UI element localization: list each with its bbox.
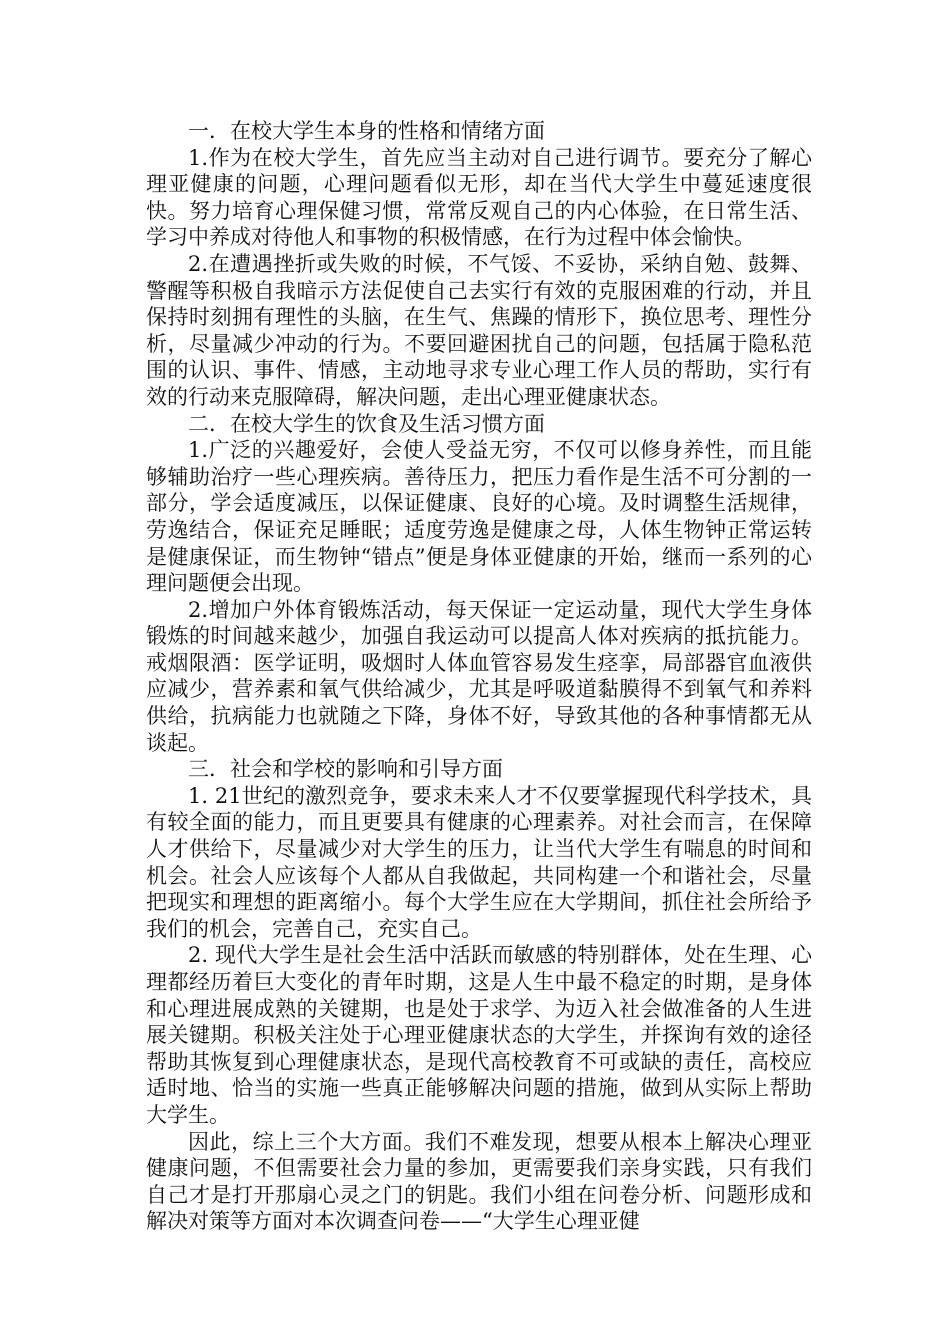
document-body [146, 118, 812, 1235]
paragraph-1-1: 1.作为在校大学生，首先应当主动对自己进行调节。要充分了解心理亚健康的问题，心理问题看似无形，却在当代大学生中蔓延速度很快。努力培育心理保健习惯，常常反观自己的内心体验，在日常生活、学习中养成对待他人和事物的积极情感，在行为过程中体会愉快。 [146, 145, 812, 250]
section-heading-1: 一．在校大学生本身的性格和情绪方面 [188, 119, 545, 143]
paragraph-3-2: 2. 现代大学生是社会生活中活跃而敏感的特别群体，处在生理、心理都经历着巨大变化的青年时期，这是人生中最不稳定的时期，是身体和心理进展成熟的关键期，也是处于求学、为迈入社会做准备的人生进展关键期。积极关注处于心理亚健康状态的大学生，并探询有效的途径帮助其恢复到心理健康状态，是现代高校教育不可或缺的责任，高校应适时地、恰当的实施一些真正能够解决问题的措施，做到从实际上帮助大学生。 [146, 943, 812, 1127]
paragraph-3-1: 1. 21世纪的激烈竞争，要求未来人才不仅要掌握现代科学技术，具有较全面的能力，而且更要具有健康的心理素养。对社会而言，在保障人才供给下，尽量减少对大学生的压力，让当代大学生有喘息的时间和机会。社会人应该每个人都从自我做起，共同构建一个和谐社会，尽量把现实和理想的距离缩小。每个大学生应在大学期间，抓住社会所给予我们的机会，完善自己，充实自己。 [146, 783, 812, 941]
paragraph-2-2: 2.增加户外体育锻炼活动，每天保证一定运动量，现代大学生身体锻炼的时间越来越少，加强自我运动可以提高人体对疾病的抵抗能力。戒烟限酒：医学证明，吸烟时人体血管容易发生痉挛，局部器官血液供应减少，营养素和氧气供给减少，尤其是呼吸道黏膜得不到氧气和养料供给，抗病能力也就随之下降，身体不好，导致其他的各种事情都无从谈起。 [146, 597, 812, 755]
section-heading-2: 二．在校大学生的饮食及生活习惯方面 [188, 411, 545, 436]
paragraph-conclusion: 因此，综上三个大方面。我们不难发现，想要从根本上解决心理亚健康问题，不但需要社会力量的参加，更需要我们亲身实践，只有我们自己才是打开那扇心灵之门的钥匙。我们小组在问卷分析、问题形成和解决对策等方面对本次调查问卷——“大学生心理亚健 [146, 1129, 812, 1234]
paragraph-2-1: 1.广泛的兴趣爱好，会使人受益无穷，不仅可以修身养性，而且能够辅助治疗一些心理疾病。善待压力，把压力看作是生活不可分割的一部分，学会适度减压，以保证健康、良好的心境。及时调整生活规律，劳逸结合，保证充足睡眠；适度劳逸是健康之母，人体生物钟正常运转是健康保证，而生物钟“错点”便是身体亚健康的开始，继而一系列的心理问题便会出现。 [146, 438, 812, 596]
section-heading-3: 三．社会和学校的影响和引导方面 [188, 757, 503, 782]
paragraph-1-2: 2.在遭遇挫折或失败的时候，不气馁、不妥协，采纳自勉、鼓舞、警醒等积极自我暗示方法促使自己去实行有效的克服困难的行动，并且保持时刻拥有理性的头脑，在生气、焦躁的情形下，换位思考、理性分析，尽量减少冲动的行为。不要回避困扰自己的问题，包括属于隐私范围的认识、事件、情感，主动地寻求专业心理工作人员的帮助，实行有效的行动来克服障碍，解决问题，走出心理亚健康状态。 [146, 251, 812, 409]
